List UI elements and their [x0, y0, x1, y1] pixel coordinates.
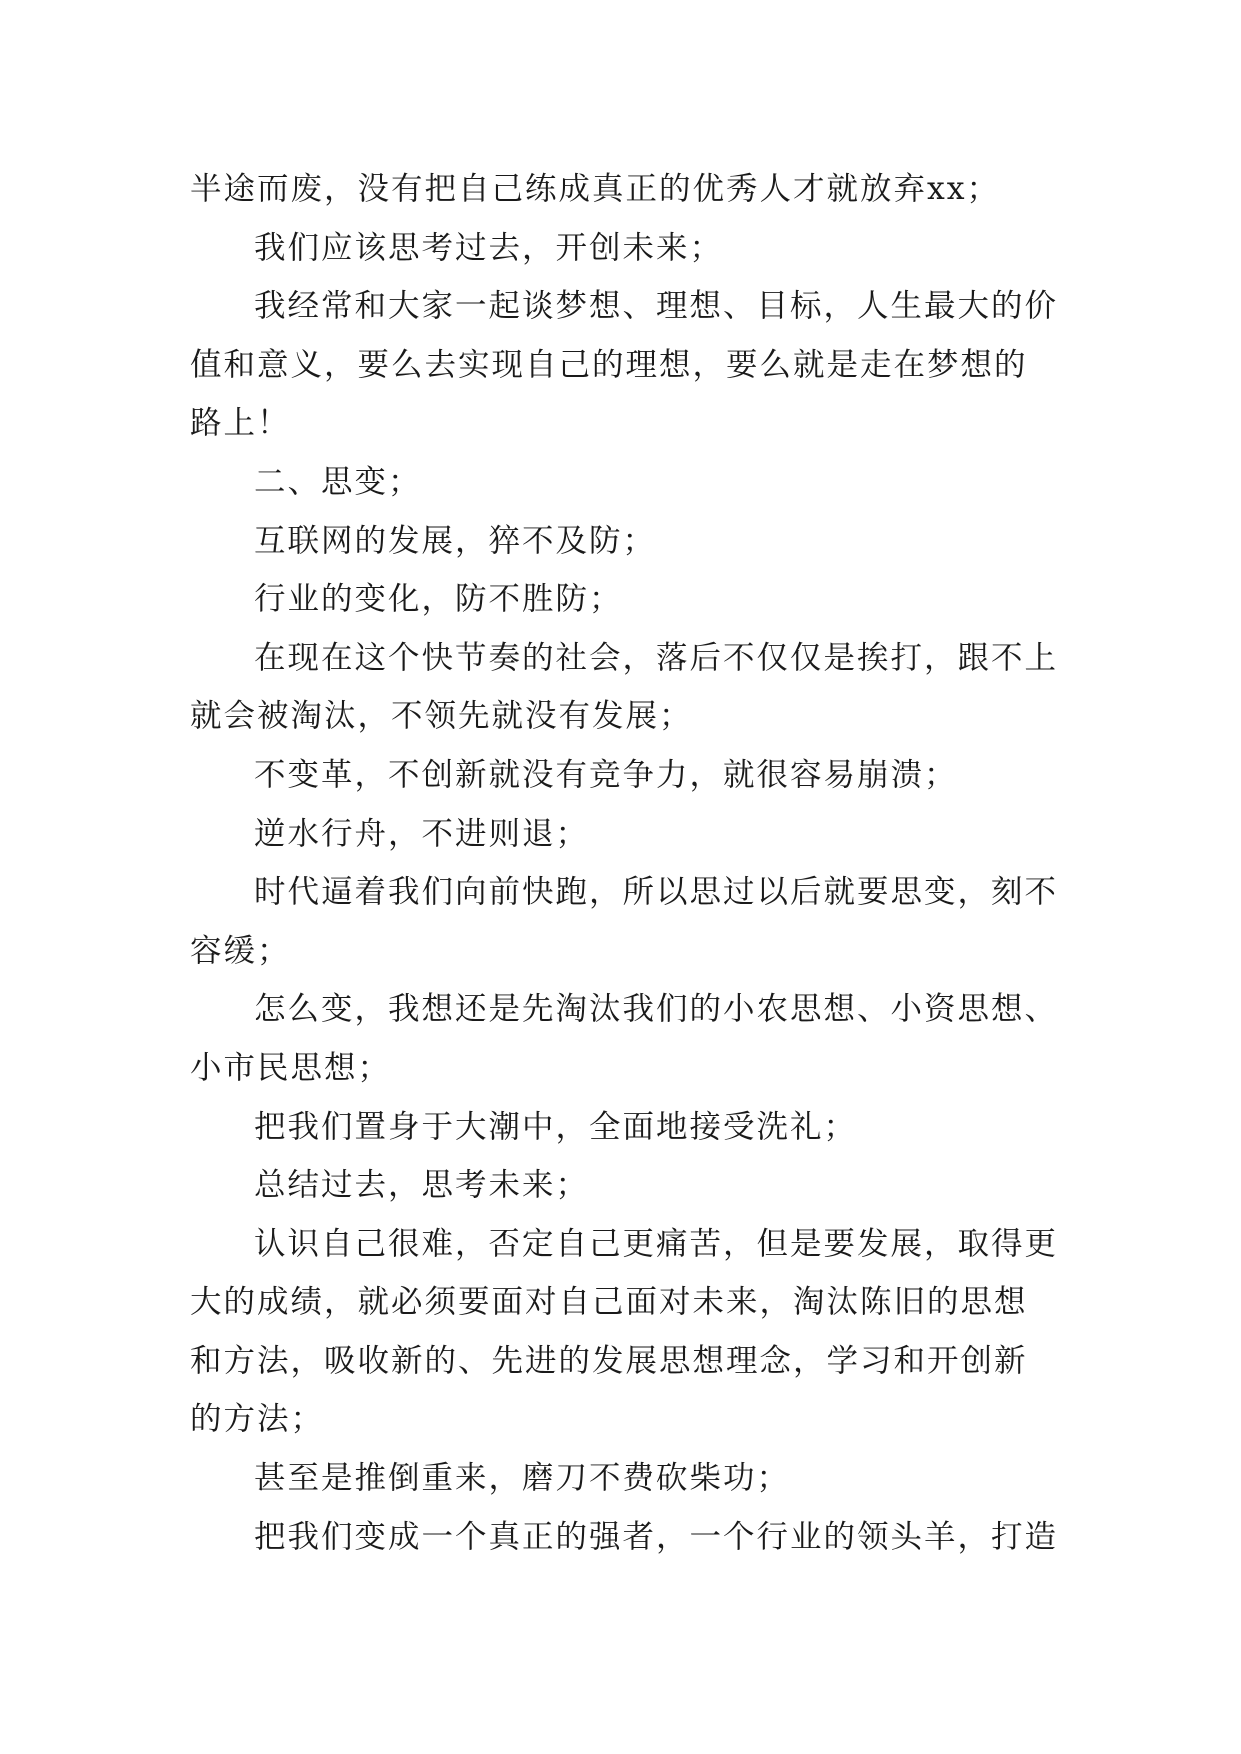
- paragraph: 总结过去，思考未来；: [254, 1167, 590, 1204]
- paragraph: 我经常和大家一起谈梦想、理想、目标，人生最大的价值和意义，要么去实现自己的理想，要么就是走在梦想的路上！: [190, 288, 1059, 442]
- paragraph: 互联网的发展，猝不及防；: [254, 522, 657, 559]
- paragraph: 认识自己很难，否定自己更痛苦，但是要发展，取得更大的成绩，就必须要面对自己面对未来，淘汰陈旧的思想和方法，吸收新的、先进的发展思想理念，学习和开创新的方法；: [190, 1225, 1059, 1438]
- paragraph-continuation: 半途而废，没有把自己练成真正的优秀人才就放弃xx；: [190, 171, 1001, 207]
- paragraph: 时代逼着我们向前快跑，所以思过以后就要思变，刻不容缓；: [190, 874, 1059, 969]
- paragraph: 不变革，不创新就没有竞争力，就很容易崩溃；: [254, 756, 958, 793]
- paragraph: 我们应该思考过去，开创未来；: [254, 229, 724, 266]
- paragraph: 甚至是推倒重来，磨刀不费砍柴功；: [254, 1460, 791, 1497]
- paragraph: 逆水行舟，不进则退；: [254, 815, 590, 852]
- paragraph: 把我们置身于大潮中，全面地接受洗礼；: [254, 1108, 858, 1145]
- paragraph: 在现在这个快节奏的社会，落后不仅仅是挨打，跟不上就会被淘汰，不领先就没有发展；: [190, 639, 1059, 735]
- paragraph: 行业的变化，防不胜防；: [254, 581, 623, 618]
- document-body: [190, 160, 1060, 1566]
- paragraph: 怎么变，我想还是先淘汰我们的小农思想、小资思想、小市民思想；: [190, 991, 1059, 1086]
- paragraph: 把我们变成一个真正的强者，一个行业的领头羊，打造: [254, 1518, 1059, 1555]
- section-heading: 二、思变；: [254, 463, 422, 500]
